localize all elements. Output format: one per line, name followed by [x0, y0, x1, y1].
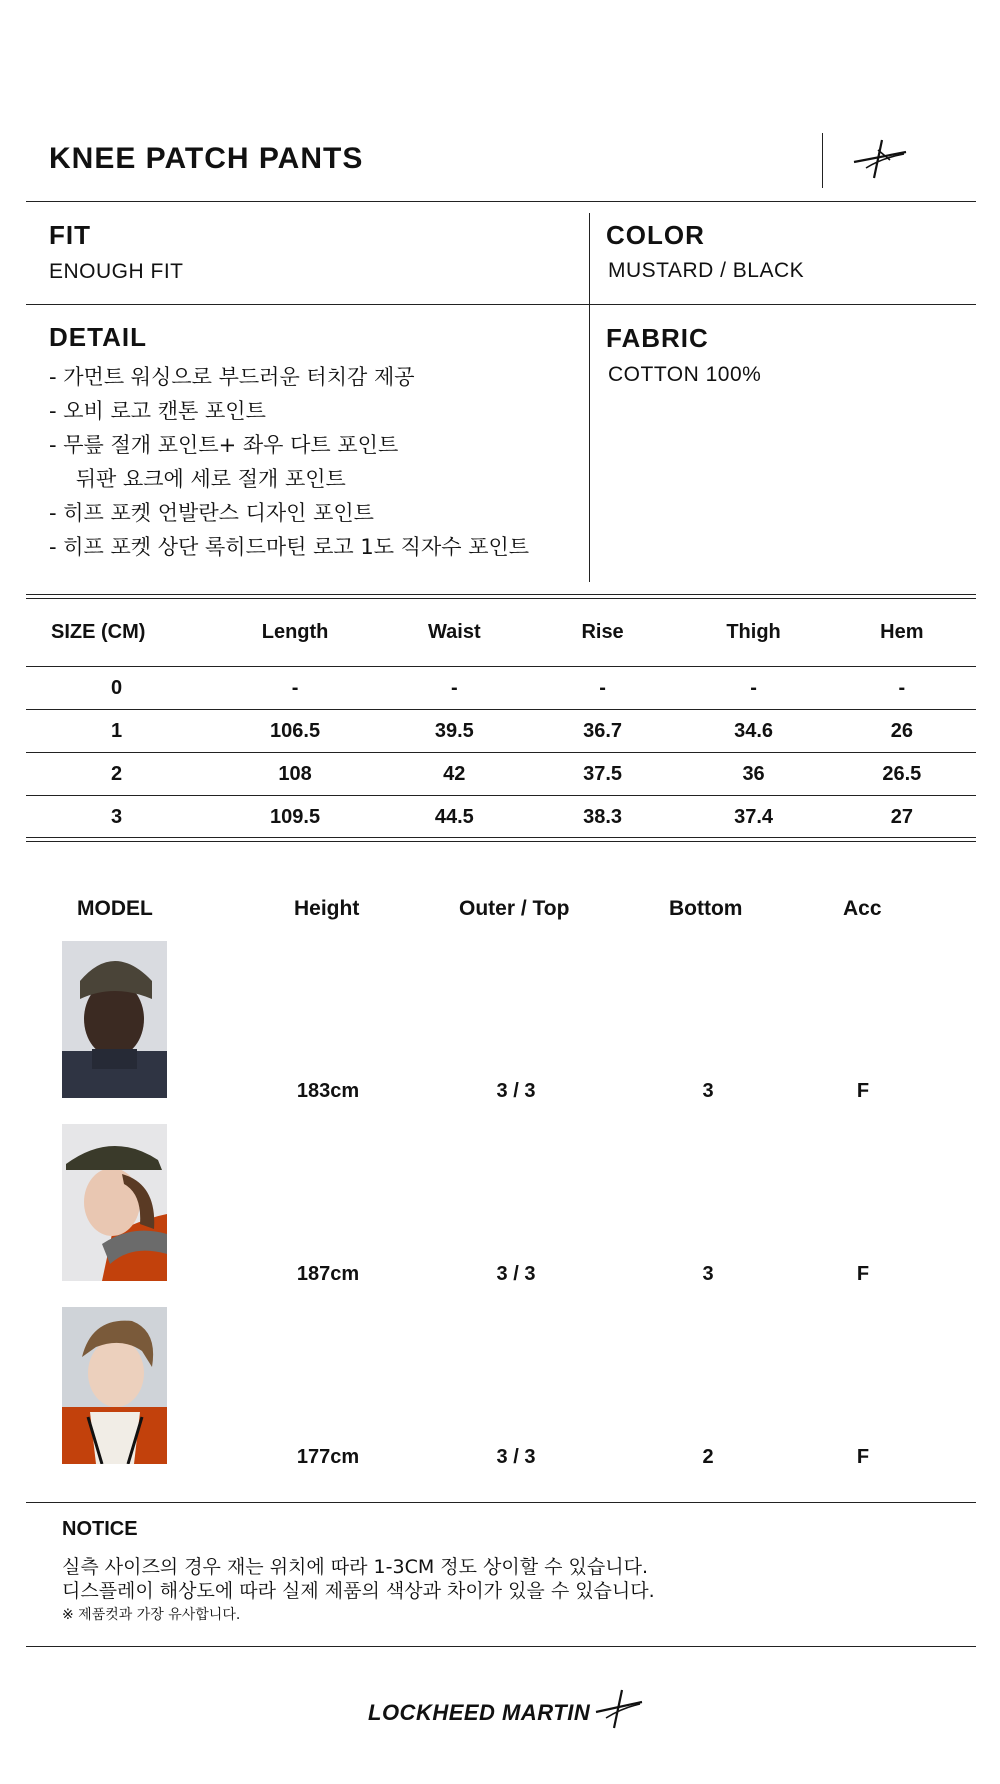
- table-cell: -: [207, 667, 383, 710]
- model-height: 187cm: [296, 1263, 360, 1285]
- detail-item: - 히프 포켓 상단 록히드마틴 로고 1도 직자수 포인트: [49, 535, 530, 559]
- divider: [26, 594, 976, 595]
- fabric-value: COTTON 100%: [608, 363, 762, 386]
- fit-label: FIT: [49, 220, 91, 250]
- model-photo-2: [62, 1124, 167, 1281]
- brand-name: LOCKHEED MARTIN: [368, 1700, 591, 1725]
- column-header: Waist: [428, 620, 481, 643]
- table-row: [26, 796, 976, 839]
- model-header: MODEL: [77, 897, 153, 920]
- detail-item: - 무릎 절개 포인트+ 좌우 다트 포인트: [49, 433, 399, 457]
- table-row: [26, 710, 976, 753]
- star-logo-icon: [594, 1688, 644, 1730]
- divider: [26, 841, 976, 842]
- table-cell: 36: [679, 753, 827, 796]
- column-header: Length: [261, 620, 329, 643]
- model-height: 183cm: [296, 1080, 360, 1102]
- table-cell: -: [828, 667, 976, 710]
- divider: [26, 1502, 976, 1503]
- table-cell: 38.3: [526, 796, 680, 839]
- model-outer-top: 3 / 3: [496, 1446, 536, 1468]
- table-cell: 108: [207, 753, 383, 796]
- model-bottom: 3: [702, 1263, 714, 1285]
- table-cell: 2: [26, 753, 207, 796]
- notice-line: 실측 사이즈의 경우 재는 위치에 따라 1-3CM 정도 상이할 수 있습니다.: [62, 1556, 648, 1578]
- table-row: [26, 753, 976, 796]
- table-cell: 26: [828, 710, 976, 753]
- table-cell: 44.5: [383, 796, 526, 839]
- height-header: Height: [294, 897, 360, 920]
- table-cell: 34.6: [679, 710, 827, 753]
- model-photo-3: [62, 1307, 167, 1464]
- star-logo-icon: [852, 138, 908, 182]
- size-table-header: [26, 598, 976, 667]
- outer-top-header: Outer / Top: [459, 897, 570, 920]
- table-cell: 106.5: [207, 710, 383, 753]
- model-bottom: 3: [702, 1080, 714, 1102]
- detail-item: - 오비 로고 캔톤 포인트: [49, 399, 266, 423]
- notice-title: NOTICE: [62, 1518, 138, 1540]
- table-cell: 39.5: [383, 710, 526, 753]
- table-cell: 27: [828, 796, 976, 839]
- color-label: COLOR: [606, 220, 705, 250]
- divider: [26, 837, 976, 838]
- table-cell: 37.4: [679, 796, 827, 839]
- fabric-label: FABRIC: [606, 323, 709, 353]
- model-outer-top: 3 / 3: [496, 1080, 536, 1102]
- column-header: Rise: [581, 620, 624, 643]
- table-cell: 0: [26, 667, 207, 710]
- table-cell: 42: [383, 753, 526, 796]
- detail-item: - 히프 포켓 언발란스 디자인 포인트: [49, 501, 374, 525]
- divider: [26, 304, 976, 305]
- divider: [26, 201, 976, 202]
- page-title: KNEE PATCH PANTS: [49, 142, 364, 175]
- table-cell: 3: [26, 796, 207, 839]
- header-divider: [822, 133, 823, 188]
- table-cell: 109.5: [207, 796, 383, 839]
- detail-label: DETAIL: [49, 322, 147, 352]
- fit-value: ENOUGH FIT: [49, 260, 184, 283]
- table-cell: 37.5: [526, 753, 680, 796]
- model-outer-top: 3 / 3: [496, 1263, 536, 1285]
- column-header: SIZE (CM): [51, 620, 146, 643]
- table-cell: 36.7: [526, 710, 680, 753]
- detail-list: [49, 360, 529, 564]
- model-height: 177cm: [296, 1446, 360, 1468]
- acc-header: Acc: [843, 897, 882, 920]
- bottom-header: Bottom: [669, 897, 743, 920]
- model-acc: F: [856, 1446, 870, 1468]
- model-photo-1: [62, 941, 167, 1098]
- table-cell: 26.5: [828, 753, 976, 796]
- table-cell: -: [383, 667, 526, 710]
- table-cell: -: [679, 667, 827, 710]
- detail-item: - 가먼트 워싱으로 부드러운 터치감 제공: [49, 365, 415, 389]
- size-table: [26, 598, 976, 838]
- model-acc: F: [856, 1080, 870, 1102]
- model-bottom: 2: [702, 1446, 714, 1468]
- column-divider: [589, 213, 590, 582]
- column-header: Thigh: [726, 620, 781, 643]
- detail-item: 뒤판 요크에 세로 절개 포인트: [49, 467, 346, 491]
- table-row: [26, 667, 976, 710]
- table-cell: -: [526, 667, 680, 710]
- notice-line: 디스플레이 해상도에 따라 실제 제품의 색상과 차이가 있을 수 있습니다.: [62, 1580, 655, 1602]
- notice-small: ※ 제품컷과 가장 유사합니다.: [62, 1607, 241, 1623]
- table-cell: 1: [26, 710, 207, 753]
- model-acc: F: [856, 1263, 870, 1285]
- divider: [26, 1646, 976, 1647]
- column-header: Hem: [880, 620, 924, 643]
- color-value: MUSTARD / BLACK: [608, 259, 805, 282]
